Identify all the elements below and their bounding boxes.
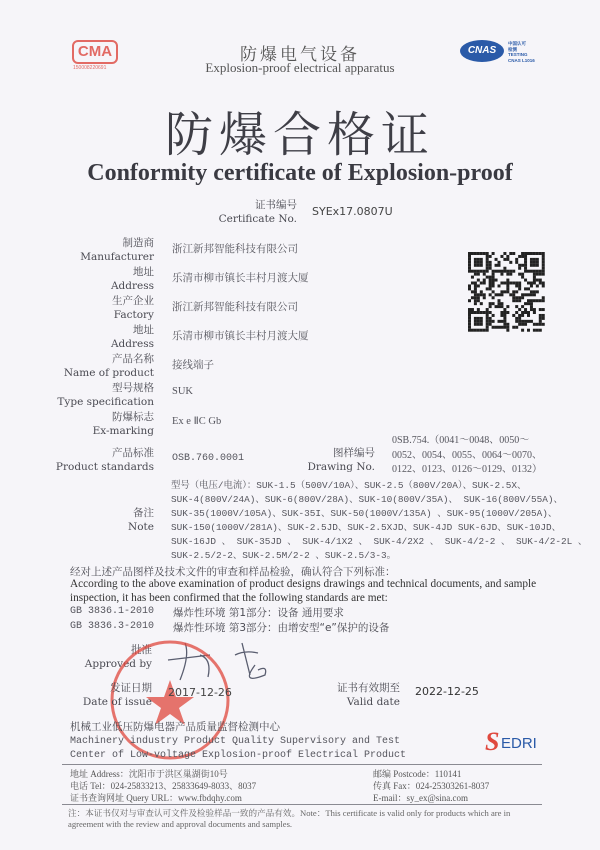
issuer-cn: 机械工业低压防爆电器产品质量监督检测中心 bbox=[70, 721, 280, 733]
field-label-en: Ex-marking bbox=[92, 425, 154, 437]
field-label-en: Name of product bbox=[63, 367, 154, 379]
cnas-logo-text: CNAS bbox=[467, 45, 497, 56]
drawing-line: 0052、0054、0055、0064～0070、 bbox=[392, 449, 542, 461]
note-label bbox=[60, 506, 154, 534]
cnas-text bbox=[508, 41, 535, 63]
fax: 传真 Fax：024-25303261-8037 bbox=[373, 781, 490, 791]
cnas-line: CNAS L1016 bbox=[508, 57, 535, 63]
qr-code bbox=[468, 252, 545, 332]
field-value: Ex e ⅡC Gb bbox=[172, 416, 222, 427]
field-label bbox=[30, 294, 154, 322]
field-value: 浙江新邦智能科技有限公司 bbox=[172, 301, 298, 313]
standards-label-en: Product standards bbox=[55, 461, 154, 473]
note-label-en: Note bbox=[128, 521, 154, 533]
main-title-en: Conformity certificate of Explosion-proof bbox=[87, 160, 513, 186]
standard-title: 爆炸性环境 第3部分：由增安型“e”保护的设备 bbox=[173, 622, 390, 634]
cnas-line: 中国认可 bbox=[508, 41, 526, 46]
main-title-cn: 防爆合格证 bbox=[164, 107, 435, 163]
drawing-line: 0122、0123、0126～0129、0132） bbox=[392, 464, 542, 475]
approved-label-cn: 批准 bbox=[131, 644, 152, 656]
field-label-en: Address bbox=[110, 280, 154, 292]
drawing-value bbox=[392, 434, 542, 478]
cnas-logo bbox=[460, 40, 504, 62]
field-label-cn: 生产企业 bbox=[112, 295, 154, 307]
field-label-cn: 制造商 bbox=[122, 237, 154, 249]
issue-label bbox=[60, 681, 152, 709]
field-label-en: Factory bbox=[113, 309, 154, 321]
issue-date: 2017-12-26 bbox=[168, 686, 232, 699]
divider bbox=[62, 764, 542, 765]
telephone: 电话 Tel：024-25833213、25833649-8033、8037 bbox=[70, 781, 257, 791]
address: 地址 Address：沈阳市于洪区巢湖街10号 bbox=[70, 769, 228, 779]
valid-date: 2022-12-25 bbox=[415, 685, 479, 698]
confirmation-en-1: According to the above examination of product designs drawings and technical documents, and sample bbox=[70, 578, 537, 590]
field-value: 乐清市柳市镇长丰村月渡大厦 bbox=[172, 330, 309, 342]
divider bbox=[62, 804, 542, 805]
field-label bbox=[30, 265, 154, 293]
query-url[interactable]: 证书查询网址 Query URL：www.fbdqhy.com bbox=[70, 793, 242, 803]
note-line: SUK-150(1000V/281A)、SUK-2.5JD、SUK-2.5XJD、SUK-4JD SUK-6JD、SUK-10JD、 bbox=[171, 522, 562, 533]
valid-label-cn: 证书有效期至 bbox=[337, 682, 400, 694]
note-line: SUK-4(800V/24A)、SUK-6(800V/28A)、SUK-10(800V/35A)、 SUK-16(800V/55A)、 bbox=[171, 494, 563, 505]
field-value: 乐清市柳市镇长丰村月渡大厦 bbox=[172, 272, 309, 284]
confirmation-cn: 经对上述产品图样及技术文件的审查和样品检验，确认符合下列标准： bbox=[70, 566, 396, 578]
standard-code: GB 3836.3-2010 bbox=[70, 621, 155, 632]
note-line: SUK-2.5/2-2、SUK-2.5M/2-2 、SUK-2.5/3-3。 bbox=[171, 550, 397, 561]
field-label bbox=[30, 323, 154, 351]
footer-note-2: agreement with the review and approval documents and samples. bbox=[68, 819, 293, 829]
standards-label-cn: 产品标准 bbox=[112, 447, 154, 459]
issue-label-cn: 发证日期 bbox=[110, 682, 152, 694]
standard-code: GB 3836.1-2010 bbox=[70, 606, 155, 617]
cnas-line: TESTING bbox=[508, 52, 528, 57]
cma-logo: CMA bbox=[72, 40, 118, 64]
standards-label bbox=[40, 446, 154, 474]
field-value: SUK bbox=[172, 386, 194, 397]
certificate-label-en: Certificate No. bbox=[218, 213, 297, 225]
confirmation-en-2: inspection, it has been confirmed that the following standards are met: bbox=[70, 592, 388, 604]
approved-label-en: Approved by bbox=[84, 658, 152, 670]
note-label-cn: 备注 bbox=[133, 507, 154, 519]
certificate-number: SYEx17.0807U bbox=[312, 205, 393, 218]
valid-label-en: Valid date bbox=[346, 696, 400, 708]
field-label-cn: 防爆标志 bbox=[112, 411, 154, 423]
standards-value: OSB.760.0001 bbox=[172, 453, 245, 464]
edri-logo-text: EDRI bbox=[501, 735, 537, 752]
drawing-label-en: Drawing No. bbox=[307, 461, 375, 473]
cnas-line: 检测 bbox=[508, 46, 517, 52]
footer-note-1: 注：本证书仅对与审查认可文件及检验样品一致的产品有效。Note：This certificate is valid only for products which are in bbox=[68, 808, 511, 818]
field-label-en: Manufacturer bbox=[80, 251, 154, 263]
field-label bbox=[30, 236, 154, 264]
drawing-label bbox=[300, 446, 375, 474]
field-label-en: Address bbox=[110, 338, 154, 350]
certificate-label bbox=[200, 198, 297, 226]
field-label-cn: 地址 bbox=[133, 324, 154, 336]
postcode: 邮编 Postcode：110141 bbox=[373, 769, 462, 779]
drawing-label-cn: 图样编号 bbox=[333, 447, 375, 459]
valid-label bbox=[300, 681, 400, 709]
issue-label-en: Date of issue bbox=[82, 696, 152, 708]
issuer-en-2: Center of Low-voltage Explosion-proof Electrical Product bbox=[70, 750, 407, 761]
field-label-en: Type specification bbox=[57, 396, 154, 408]
standard-title: 爆炸性环境 第1部分：设备 通用要求 bbox=[173, 607, 344, 619]
header-title-en: Explosion-proof electrical apparatus bbox=[205, 60, 395, 75]
note-body bbox=[171, 479, 587, 563]
cma-number: 150008220691 bbox=[73, 65, 107, 71]
field-label-cn: 型号规格 bbox=[112, 382, 154, 394]
field-value: 浙江新邦智能科技有限公司 bbox=[172, 243, 298, 255]
note-line: 型号（电压/电流）：SUK-1.5（500V/10A）、SUK-2.5（800V/20A）、SUK-2.5X、 bbox=[171, 480, 527, 491]
field-label bbox=[30, 410, 154, 438]
edri-s-mark: S bbox=[485, 727, 500, 756]
field-label bbox=[30, 352, 154, 380]
field-label-cn: 地址 bbox=[133, 266, 154, 278]
note-line: SUK-35(1000V/105A)、SUK-35I、SUK-50(1000V/135A) 、SUK-95(1000V/205A)、 bbox=[171, 508, 558, 519]
note-line: SUK-16JD 、 SUK-35JD 、 SUK-4/1X2 、 SUK-4/2X2 、 SUK-4/2-2 、 SUK-4/2-2L 、 bbox=[171, 536, 588, 547]
email[interactable]: E-mail：sy_ex@sina.com bbox=[373, 793, 469, 803]
field-value: 接线端子 bbox=[172, 359, 214, 371]
drawing-line: 0SB.754.（0041～0048、0050～ bbox=[392, 435, 530, 446]
qr-code-icon bbox=[468, 252, 545, 332]
issuer-en-1: Machinery industry Product Quality Supervisory and Test bbox=[70, 736, 401, 747]
field-label bbox=[30, 381, 154, 409]
certificate-label-cn: 证书编号 bbox=[255, 199, 297, 211]
field-label-cn: 产品名称 bbox=[112, 353, 154, 365]
header-title-cn: 防爆电气设备 bbox=[240, 45, 360, 65]
